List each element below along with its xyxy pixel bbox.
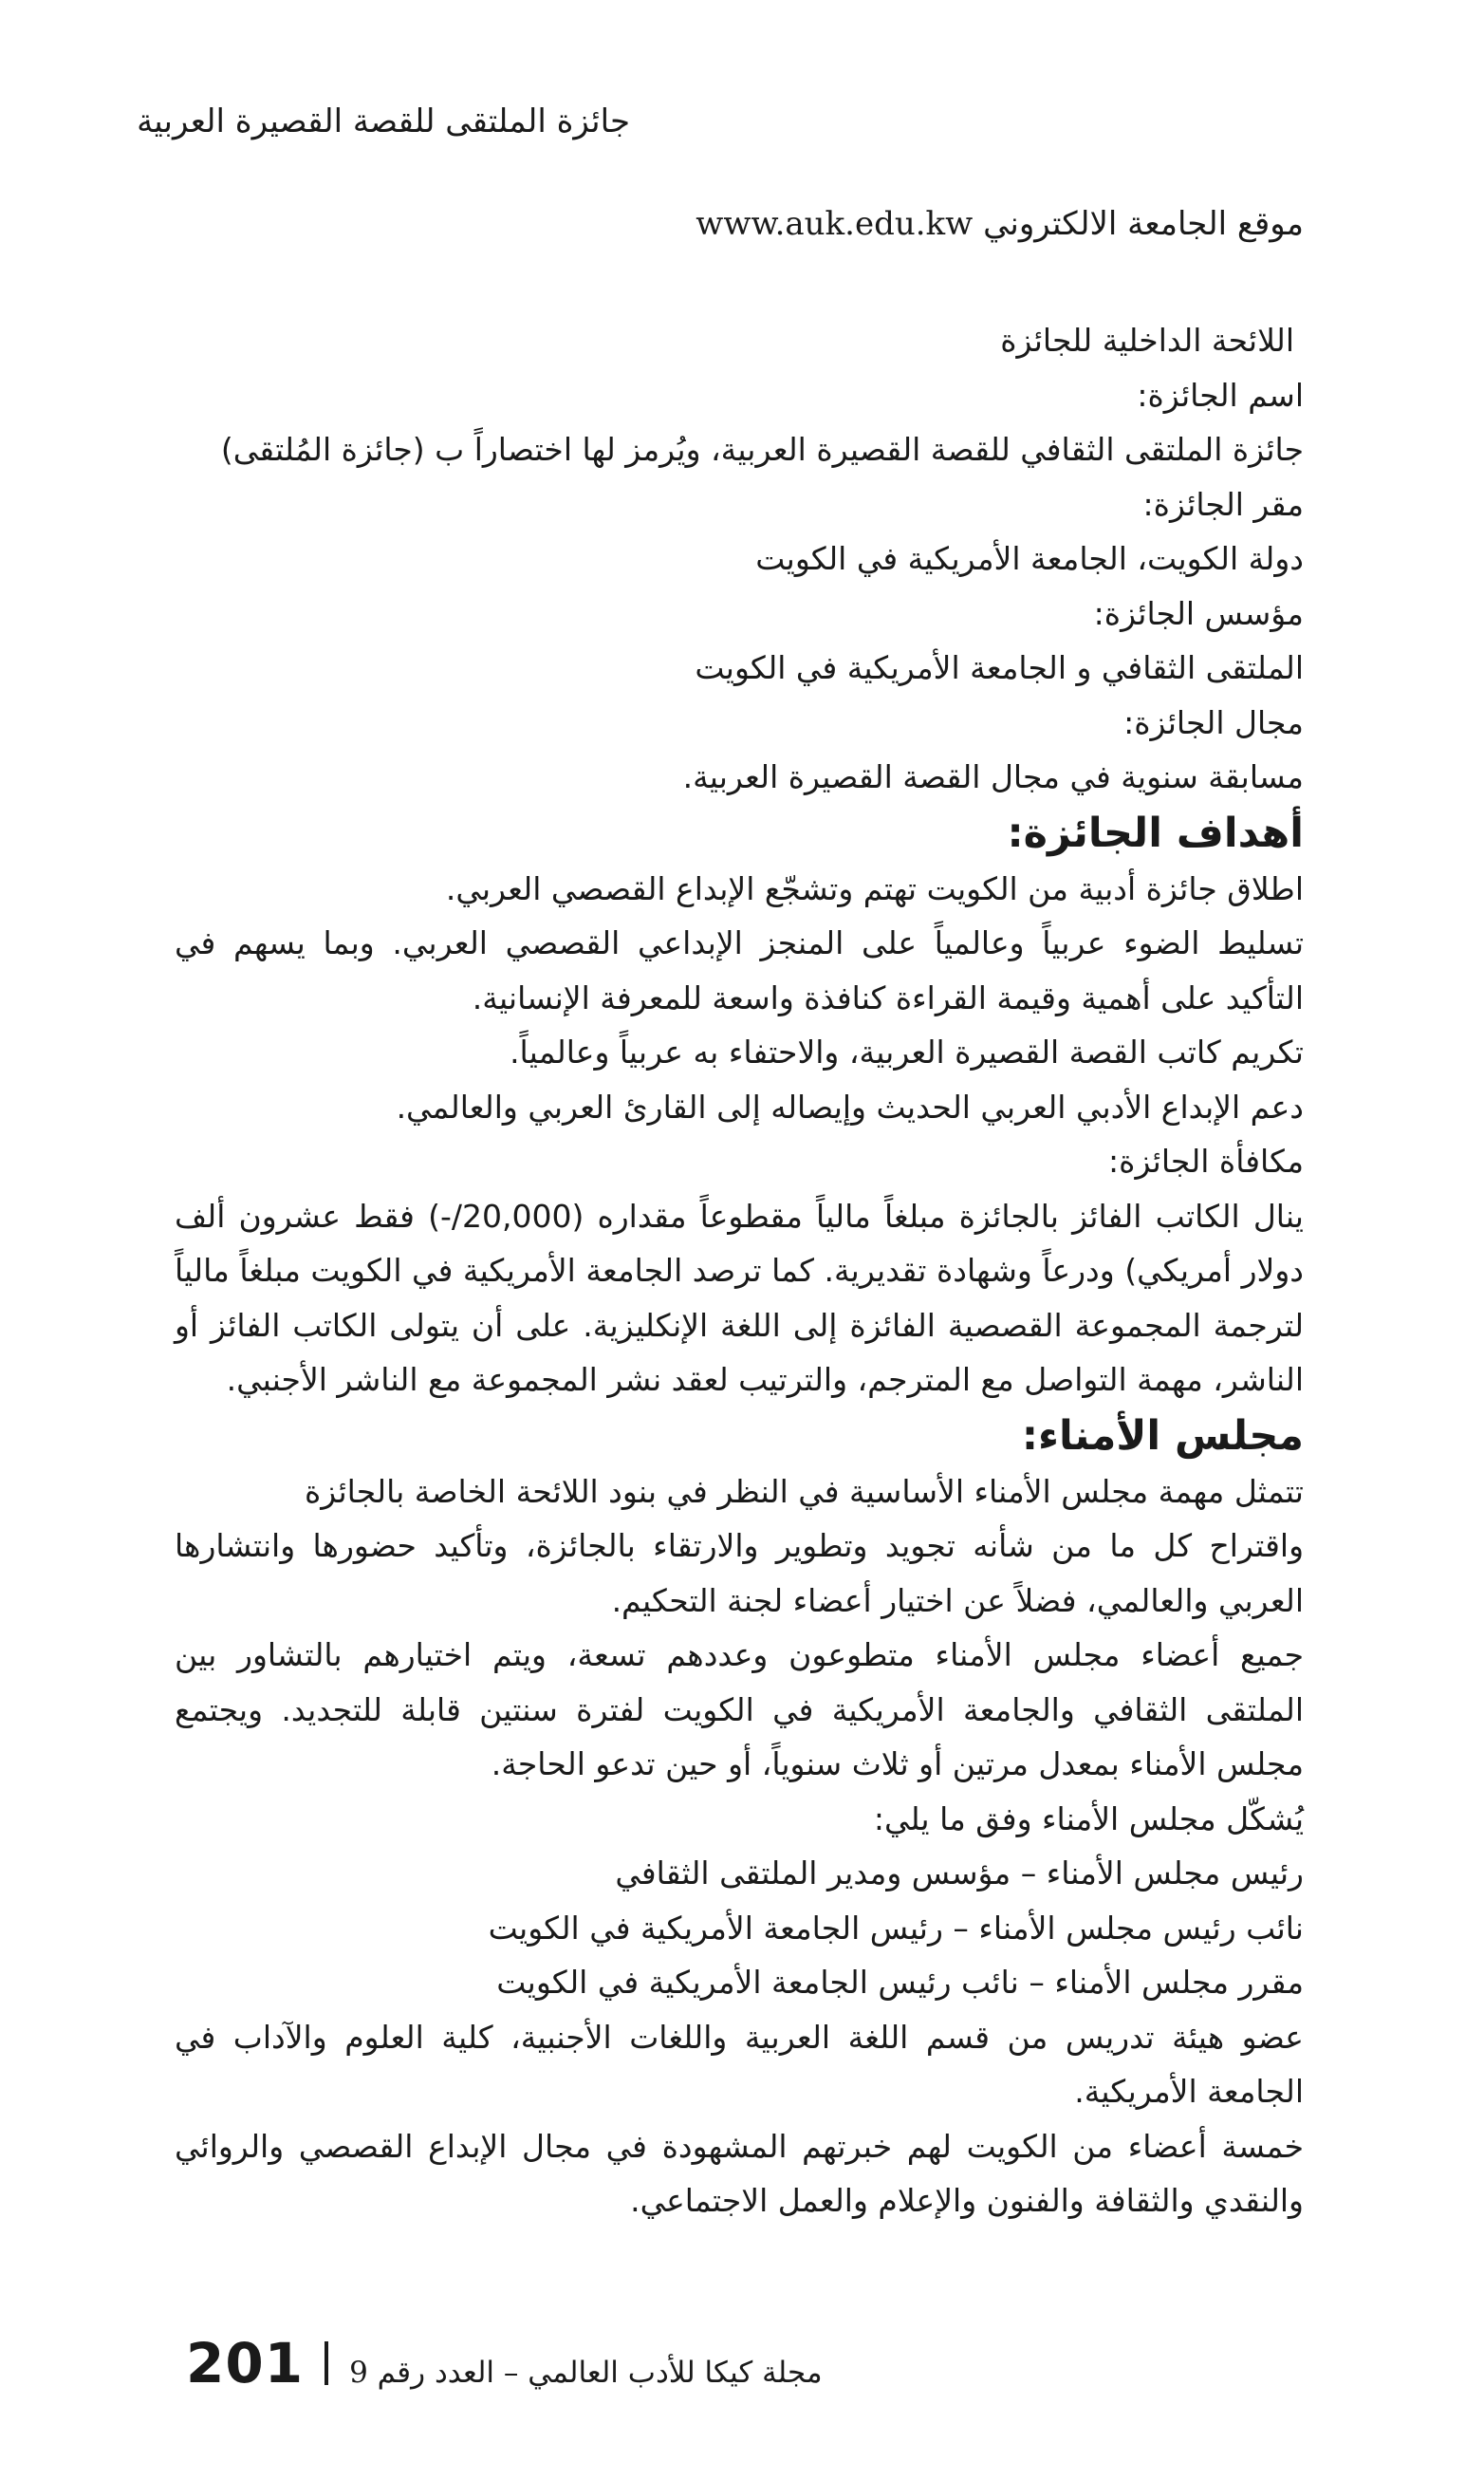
- body-paragraph: مؤسس الجائزة:: [1093, 594, 1304, 632]
- body-paragraph: مكافأة الجائزة:: [1108, 1143, 1304, 1180]
- body-paragraph: جائزة الملتقى الثقافي للقصة القصيرة العربية، ويُرمز لها اختصاراً ب (جائزة المُلتقى): [220, 431, 1304, 468]
- page-number: 201: [186, 2331, 305, 2395]
- footer-divider: [325, 2341, 328, 2385]
- body-paragraph: دعم الإبداع الأدبي العربي الحديث وإيصاله إلى القارئ العربي والعالمي.: [396, 1088, 1304, 1126]
- body-paragraph: نائب رئيس مجلس الأمناء – رئيس الجامعة الأمريكية في الكويت: [488, 1909, 1304, 1947]
- website-label: موقع الجامعة الالكتروني: [983, 205, 1304, 243]
- body-paragraph: خمسة أعضاء من الكويت لهم خبرتهم المشهودة في مجال الإبداع القصصي والروائي والنقدي والثقافة والفنون والإعلام والعمل الاجتماعي.: [175, 2127, 1304, 2219]
- body-paragraph: رئيس مجلس الأمناء – مؤسس ومدير الملتقى الثقافي: [615, 1855, 1304, 1892]
- body-paragraph: مسابقة سنوية في مجال القصة القصيرة العربية.: [682, 758, 1304, 795]
- body-paragraph: دولة الكويت، الجامعة الأمريكية في الكويت: [755, 540, 1304, 577]
- article-body: [175, 313, 1304, 2228]
- body-paragraph: مقر الجائزة:: [1142, 485, 1304, 523]
- body-paragraph: اطلاق جائزة أدبية من الكويت تهتم وتشجّع الإبداع القصصي العربي.: [445, 869, 1304, 907]
- body-paragraph: واقتراح كل ما من شأنه تجويد وتطوير والارتقاء بالجائزة، وتأكيد حضورها وانتشارها العربي والعالمي، فضلاً عن اختيار أعضاء لجنة التحكيم.: [175, 1527, 1304, 1619]
- body-paragraph: جميع أعضاء مجلس الأمناء متطوعون وعددهم تسعة، ويتم اختيارهم بالتشاور بين الملتقى الثقافي والجامعة الأمريكية في الكويت لفترة سنتين قابلة للتجديد. ويجتمع مجلس الأمناء بمعدل مرتين أو ثلاث سنوياً، أو حين تدعو الحاجة.: [175, 1636, 1304, 1782]
- running-head: جائزة الملتقى للقصة القصيرة العربية: [137, 103, 630, 140]
- body-paragraph: تكريم كاتب القصة القصيرة العربية، والاحتفاء به عربياً وعالمياً.: [510, 1034, 1304, 1071]
- body-paragraph: الملتقى الثقافي و الجامعة الأمريكية في الكويت: [695, 649, 1304, 686]
- body-paragraph: اسم الجائزة:: [1137, 376, 1304, 414]
- section-heading: مجلس الأمناء:: [1021, 1411, 1304, 1460]
- website-url[interactable]: www.auk.edu.kw: [696, 205, 974, 243]
- body-paragraph: اللائحة الداخلية للجائزة: [1000, 322, 1294, 359]
- section-heading: أهداف الجائزة:: [1007, 809, 1304, 857]
- body-paragraph: يُشكّل مجلس الأمناء وفق ما يلي:: [873, 1799, 1304, 1837]
- body-paragraph: تسليط الضوء عربياً وعالمياً على المنجز الإبداعي القصصي العربي. وبما يسهم في التأكيد على أهمية وقيمة القراءة كنافذة واسعة للمعرفة الإنسانية.: [175, 924, 1304, 1016]
- body-paragraph: عضو هيئة تدريس من قسم اللغة العربية واللغات الأجنبية، كلية العلوم والآداب في الجامعة الأمريكية.: [175, 2018, 1304, 2110]
- body-paragraph: تتمثل مهمة مجلس الأمناء الأساسية في النظر في بنود اللائحة الخاصة بالجائزة: [304, 1472, 1304, 1510]
- journal-issue-label: مجلة كيكا للأدب العالمي – العدد رقم 9: [349, 2356, 823, 2390]
- website-line: [688, 205, 1304, 243]
- body-paragraph: ينال الكاتب الفائز بالجائزة مبلغاً مالياً مقطوعاً مقداره (20,000/-) فقط عشرون ألف دولار أمريكي) ودرعاً وشهادة تقديرية. كما ترصد الجامعة الأمريكية في الكويت مبلغاً مالياً لترجمة المجموعة القصصية الفائزة إلى اللغة الإنكليزية. على أن يتولى الكاتب الفائز أو الناشر، مهمة التواصل مع المترجم، والترتيب لعقد نشر المجموعة مع الناشر الأجنبي.: [175, 1197, 1304, 1398]
- body-paragraph: مجال الجائزة:: [1123, 703, 1304, 741]
- body-paragraph: مقرر مجلس الأمناء – نائب رئيس الجامعة الأمريكية في الكويت: [496, 1964, 1304, 2001]
- page-footer: [186, 2331, 823, 2395]
